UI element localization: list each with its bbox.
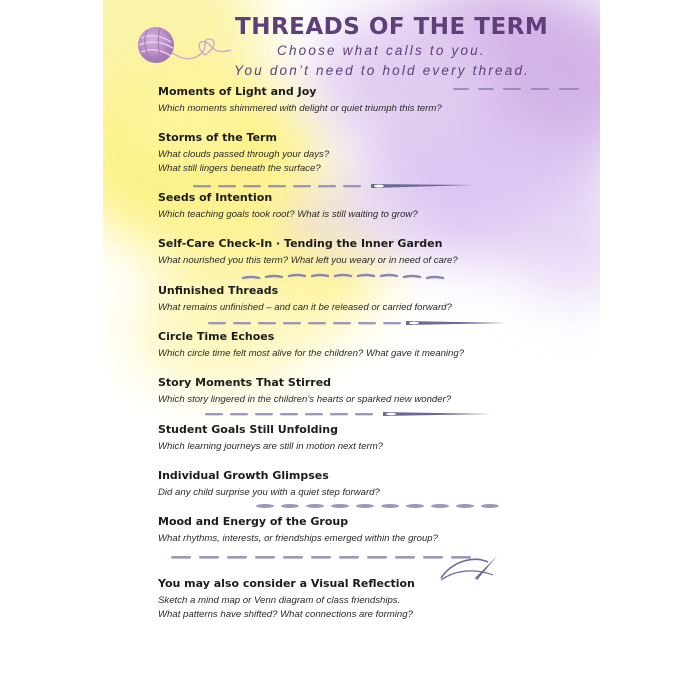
section-title: Storms of the Term [158,131,277,144]
section-title: Circle Time Echoes [158,330,275,343]
section-prompt: What patterns have shifted? What connections are forming? [158,609,413,620]
section-title: Seeds of Intention [158,191,273,204]
section-prompt: Which story lingered in the children’s hearts or sparked new wonder? [158,394,452,405]
section-self-care [158,237,588,267]
tagline-line-1: Choose what calls to you. [277,43,486,58]
section-unfinished-threads [158,284,588,314]
section-prompt: Did any child surprise you with a quiet step forward? [158,487,380,498]
section-title: Self-Care Check-In · Tending the Inner Garden [158,237,443,250]
section-prompt: What still lingers beneath the surface? [158,163,321,174]
section-title: Unfinished Threads [158,284,279,297]
section-story-moments [158,376,588,406]
section-title: Moments of Light and Joy [158,85,317,98]
section-prompt: Which moments shimmered with delight or quiet triumph this term? [158,103,442,114]
worksheet-page [103,0,600,700]
section-student-goals [158,423,588,453]
section-prompt: What remains unfinished – and can it be released or carried forward? [158,302,452,313]
section-prompt: What rhythms, interests, or friendships emerged within the group? [158,533,438,544]
section-prompt: What nourished you this term? What left you weary or in need of care? [158,255,458,266]
section-title: Story Moments That Stirred [158,376,332,389]
section-prompt: Which teaching goals took root? What is still waiting to grow? [158,209,418,220]
section-title: Mood and Energy of the Group [158,515,349,528]
section-visual-reflection [158,577,588,621]
section-title: You may also consider a Visual Reflection [158,577,415,590]
section-storms-of-term [158,131,588,175]
section-moments-of-light [158,85,588,115]
section-mood-and-energy [158,515,588,545]
section-prompt: Sketch a mind map or Venn diagram of class friendships. [158,595,401,606]
section-prompt: Which circle time felt most alive for the children? What gave it meaning? [158,348,465,359]
section-prompt: Which learning journeys are still in motion next term? [158,441,384,452]
tagline-line-2: You don’t need to hold every thread. [234,63,531,78]
section-title: Individual Growth Glimpses [158,469,329,482]
page-title: THREADS OF THE TERM [235,14,549,40]
section-prompt: What clouds passed through your days? [158,149,330,160]
section-circle-time [158,330,588,360]
section-individual-growth [158,469,588,499]
section-seeds-of-intention [158,191,588,221]
section-title: Student Goals Still Unfolding [158,423,338,436]
